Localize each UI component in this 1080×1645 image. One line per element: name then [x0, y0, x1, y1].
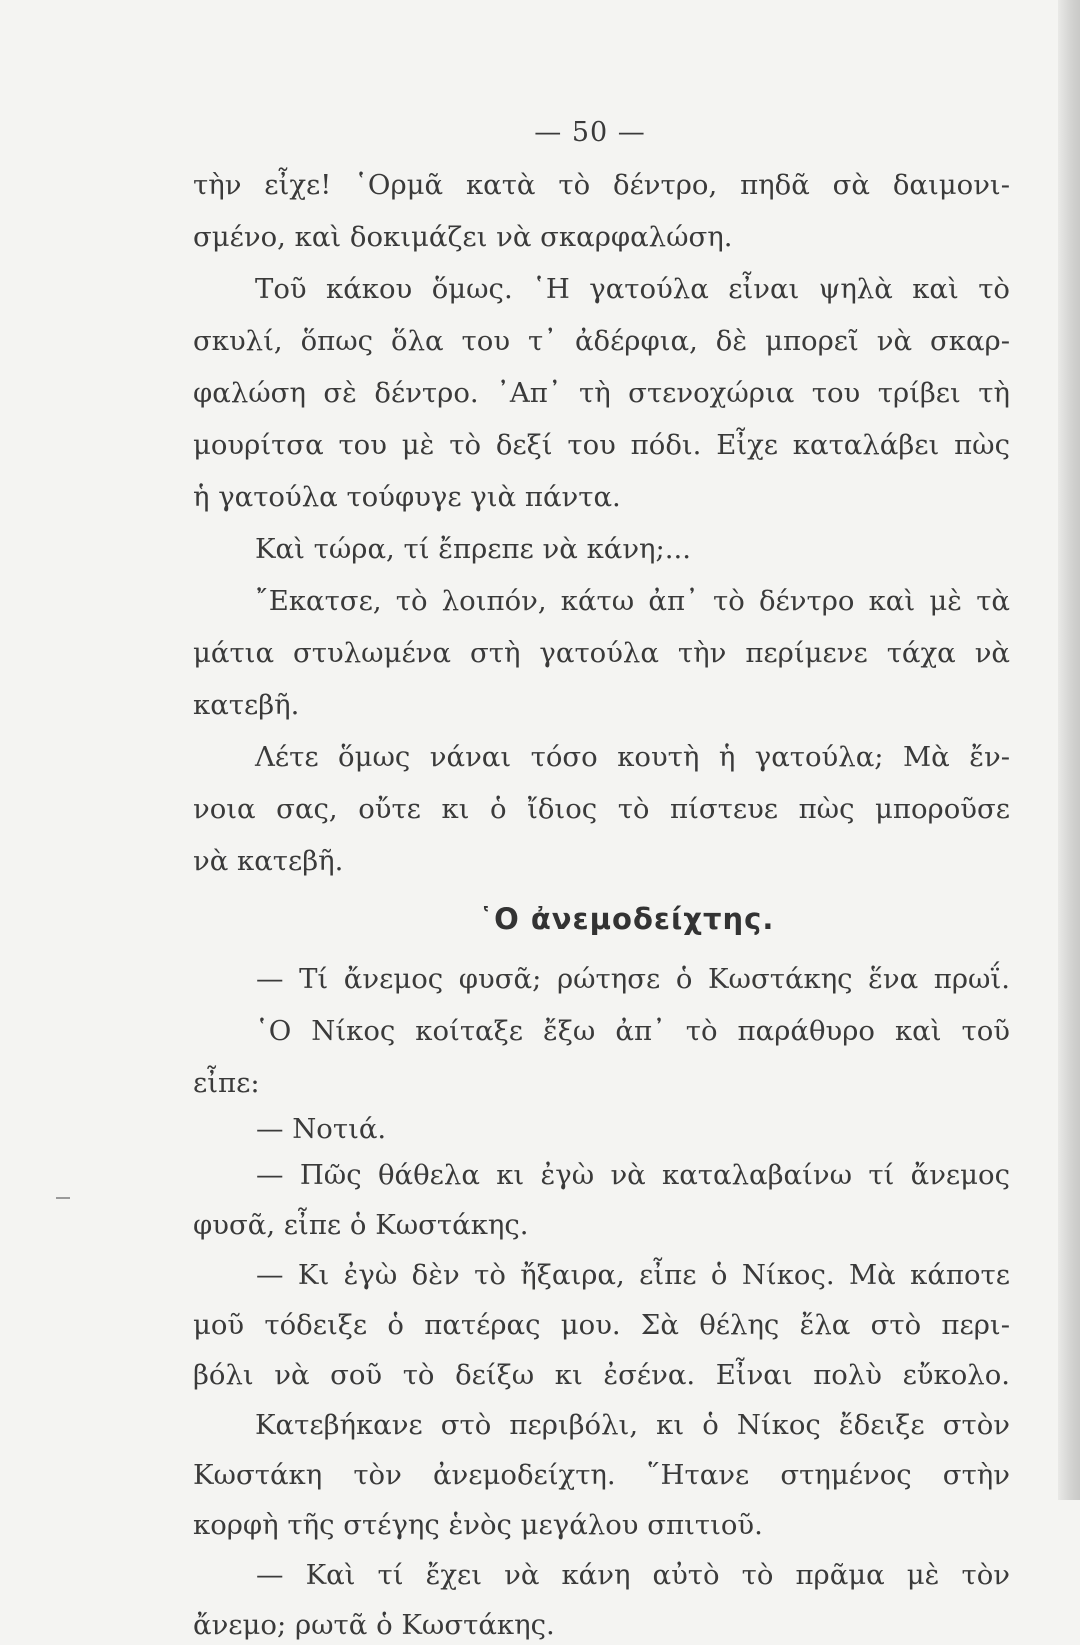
text-line: μοῦ τόδειξε ὁ πατέρας μου. Σὰ θέλης ἔλα στὸ περι- — [193, 1309, 1010, 1341]
text-line: μάτια στυλωμένα στὴ γατούλα τὴν περίμενε τάχα νὰ — [193, 637, 1010, 669]
text-line: νοια σας, οὔτε κι ὁ ἴδιος τὸ πίστευε πὼς μποροῦσε — [193, 793, 1010, 825]
text-line: ῾Ο Νίκος κοίταξε ἔξω ἀπ᾿ τὸ παράθυρο καὶ τοῦ — [255, 1015, 1010, 1047]
text-line: — Νοτιά. — [256, 1113, 387, 1145]
text-line: Καὶ τώρα, τί ἔπρεπε νὰ κάνη;... — [255, 533, 692, 565]
text-line: ῎Εκατσε, τὸ λοιπόν, κάτω ἀπ᾿ τὸ δέντρο καὶ μὲ τὰ — [255, 585, 1010, 617]
text-line: Κωστάκη τὸν ἀνεμοδείχτη. ῞Ητανε στημένος στὴν — [193, 1459, 1010, 1491]
margin-mark — [56, 1197, 70, 1199]
text-line: τὴν εἶχε! ῾Ορμᾶ κατὰ τὸ δέντρο, πηδᾶ σὰ δαιμονι- — [193, 169, 1010, 201]
text-line: ἄνεμο; ρωτᾶ ὁ Κωστάκης. — [193, 1609, 555, 1641]
text-line: φυσᾶ, εἶπε ὁ Κωστάκης. — [193, 1209, 529, 1241]
text-line: βόλι νὰ σοῦ τὸ δείξω κι ἐσένα. Εἶναι πολὺ εὔκολο. — [193, 1359, 1010, 1391]
text-line: φαλώση σὲ δέντρο. ᾿Απ᾿ τὴ στενοχώρια του τρίβει τὴ — [193, 377, 1010, 409]
text-line: ἡ γατούλα τούφυγε γιὰ πάντα. — [193, 481, 621, 513]
text-line: εἶπε: — [193, 1067, 260, 1099]
text-line: Τοῦ κάκου ὅμως. ῾Η γατούλα εἶναι ψηλὰ καὶ τὸ — [255, 273, 1010, 305]
text-line: νὰ κατεβῆ. — [193, 845, 344, 877]
text-line: σκυλί, ὅπως ὅλα του τ᾿ ἀδέρφια, δὲ μπορεῖ νὰ σκαρ- — [193, 325, 1010, 357]
section-heading: ῾Ο ἀνεμοδείχτης. — [478, 902, 775, 936]
text-line: — Κι ἐγὼ δὲν τὸ ἤξαιρα, εἶπε ὁ Νίκος. Μὰ κάποτε — [256, 1259, 1010, 1291]
text-line: Κατεβήκανε στὸ περιβόλι, κι ὁ Νίκος ἔδειξε στὸν — [255, 1409, 1010, 1441]
text-line: — Πῶς θάθελα κι ἐγὼ νὰ καταλαβαίνω τί ἄνεμος — [256, 1159, 1010, 1191]
page-edge-shadow — [1058, 0, 1080, 1500]
text-line: σμένο, καὶ δοκιμάζει νὰ σκαρφαλώση. — [193, 221, 733, 253]
text-line: — Τί ἄνεμος φυσᾶ; ρώτησε ὁ Κωστάκης ἕνα πρωΐ. — [256, 963, 1010, 995]
page-number: — 50 — — [534, 117, 646, 148]
text-line: — Καὶ τί ἔχει νὰ κάνη αὐτὸ τὸ πρᾶμα μὲ τὸν — [256, 1559, 1010, 1591]
text-line: μουρίτσα του μὲ τὸ δεξί του πόδι. Εἶχε καταλάβει πὼς — [193, 429, 1010, 461]
text-line: κατεβῆ. — [193, 689, 300, 721]
text-line: Λέτε ὅμως νάναι τόσο κουτὴ ἡ γατούλα; Μὰ ἔν- — [255, 741, 1010, 773]
text-line: κορφὴ τῆς στέγης ἑνὸς μεγάλου σπιτιοῦ. — [193, 1509, 763, 1541]
